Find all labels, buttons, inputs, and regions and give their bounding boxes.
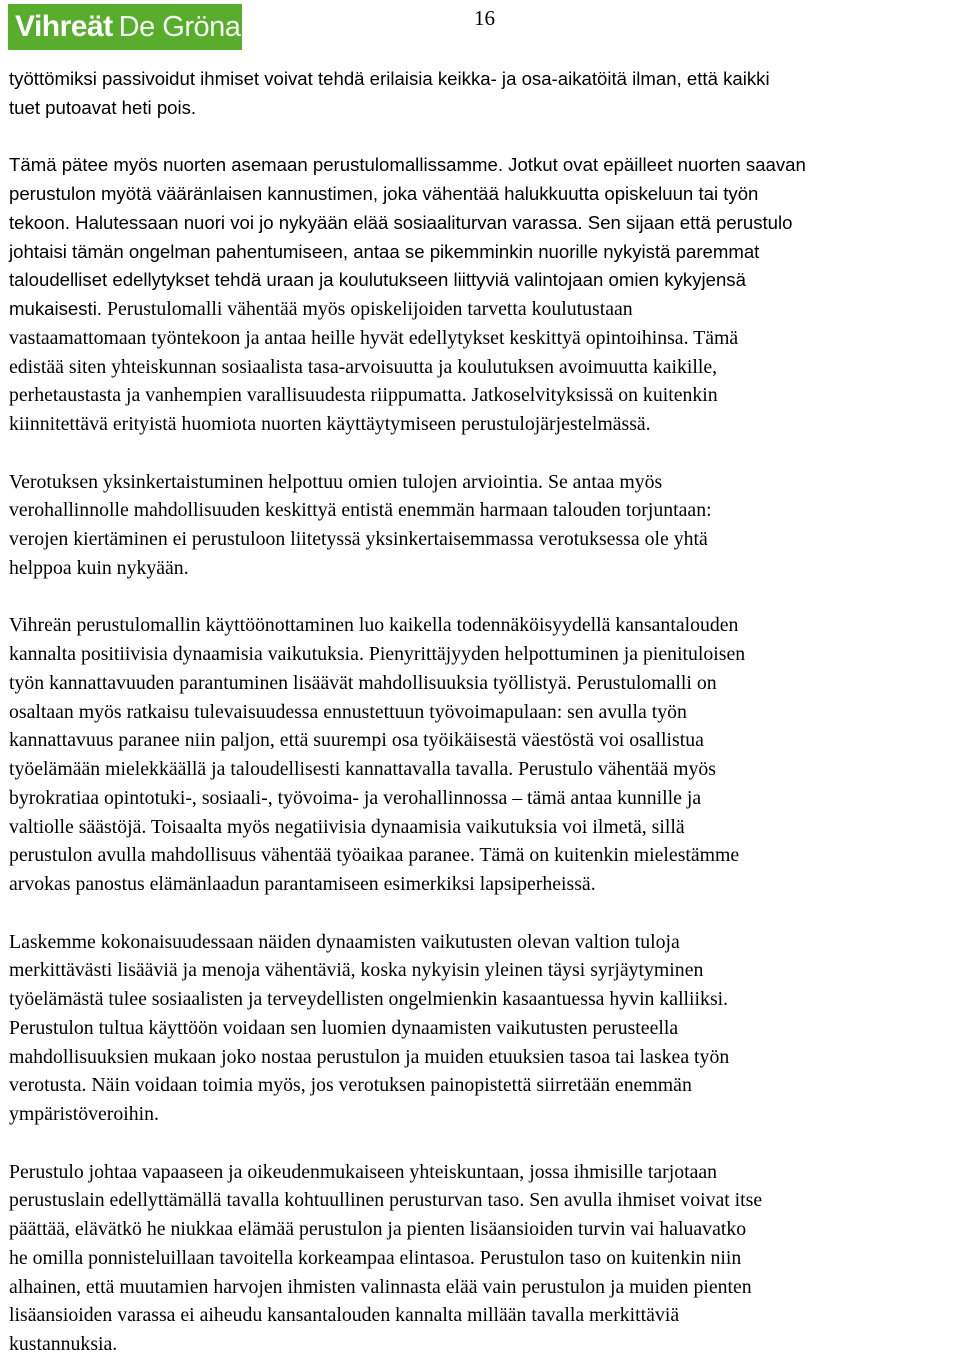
paragraph-gap: [9, 439, 960, 468]
text-segment: Tämä pätee myös nuorten asemaan perustulomallissamme. Jotkut ovat epäilleet nuorten saavan: [9, 154, 806, 176]
text-line: [9, 870, 960, 899]
logo-text-primary: Vihreät: [15, 10, 113, 43]
text-segment: kiinnitettävä erityistä huomiota nuorten käyttäytymiseen perustulojärjestelmässä.: [9, 413, 651, 435]
text-segment: mahdollisuuksien mukaan joko nostaa perustulon ja muiden etuuksien tasoa tai laskea työn: [9, 1045, 730, 1068]
text-line: [9, 956, 960, 985]
text-line: [9, 928, 960, 957]
text-line: [9, 1186, 960, 1215]
text-line: [9, 985, 960, 1014]
text-line: [9, 94, 960, 123]
text-line: [9, 1014, 960, 1043]
paragraph-gap: [9, 583, 960, 612]
text-segment: työn kannattavuuden parantuminen lisäävät mahdollisuuksia työllistyä. Perustulomalli on: [9, 671, 717, 694]
text-segment: Perustulomalli vähentää myös opiskelijoiden tarvetta koulutustaan: [102, 298, 633, 320]
text-line: [9, 640, 960, 669]
logo-text-secondary: De Gröna: [118, 10, 241, 43]
text-line: [9, 1071, 960, 1100]
text-line: [9, 1273, 960, 1302]
text-segment: johtaisi tämän ongelman pahentumiseen, antaa se pikemminkin nuorille nykyistä paremmat: [9, 240, 760, 262]
text-segment: työelämään mielekkäällä ja taloudellisesti kannattavalla tavalla. Perustulo vähentää myös: [9, 758, 716, 780]
text-line: [9, 180, 960, 209]
text-segment: mukaisesti.: [9, 298, 102, 319]
text-segment: byrokratiaa opintotuki-, sosiaali-, työvoima- ja verohallinnossa – tämä antaa kunnille ja: [9, 786, 702, 809]
text-line: [9, 611, 960, 640]
text-segment: osaltaan myös ratkaisu tulevaisuudessa ennustettuun työvoimapulaan: sen avulla työn: [9, 700, 687, 723]
text-line: [9, 554, 960, 583]
text-line: [9, 381, 960, 410]
text-line: [9, 698, 960, 727]
paragraph-gap: [9, 123, 960, 152]
text-segment: kannattavuus paranee niin paljon, että suurempi osa työikäisestä väestöstä voi osallistua: [9, 729, 704, 752]
text-segment: Verotuksen yksinkertaistuminen helpottuu omien tulojen arviointia. Se antaa myös: [9, 470, 663, 493]
text-line: [9, 238, 960, 267]
text-segment: edistää siten yhteiskunnan sosiaalista tasa-arvoisuutta ja koulutuksen avoimuutta kaikille,: [9, 355, 718, 378]
text-segment: Laskemme kokonaisuudessaan näiden dynaamisten vaikutusten olevan valtion tuloja: [9, 930, 680, 953]
text-segment: helppoa kuin nykyään.: [9, 556, 189, 579]
text-segment: merkittävästi lisääviä ja menoja vähentäviä, koska nykyisin yleinen täysi syrjäytyminen: [9, 959, 704, 982]
text-line: [9, 669, 960, 698]
text-segment: taloudelliset edellytykset tehdä uraan ja koulutukseen liittyviä valintojaan omien kykyjensä: [9, 269, 746, 291]
text-line: [9, 755, 960, 784]
text-line: [9, 65, 960, 94]
text-segment: Vihreän perustulomallin käyttöönottaminen luo kaikella todennäköisyydellä kansantalouden: [9, 614, 739, 637]
text-line: [9, 295, 960, 324]
vihreat-logo: [8, 4, 242, 50]
text-segment: Sen sijaan että perustulo: [582, 211, 793, 233]
text-line: [9, 353, 960, 382]
text-segment: kustannuksia.: [9, 1333, 118, 1355]
text-segment: he omilla ponnisteluillaan tavoitella korkeampaa elintasoa. Perustulon taso on kuitenkin niin: [9, 1246, 742, 1269]
text-line: [9, 1215, 960, 1244]
text-segment: valtiolle säästöjä. Toisaalta myös negatiivisia dynaamisia vaikutuksia voi ilmetä, sillä: [9, 815, 685, 838]
text-segment: perustuslain edellyttämällä tavalla kohtuullinen perusturvan taso. Sen avulla ihmiset voivat itse: [9, 1189, 763, 1212]
text-segment: päättää, elävätkö he niukkaa elämää perustulon ja pienten lisäansioiden turvin vai haluavatko: [9, 1218, 747, 1240]
text-line: [9, 1100, 960, 1129]
text-segment: kannalta positiivisia dynaamisia vaikutuksia. Pienyrittäjyyden helpottuminen ja pienituloisen: [9, 643, 746, 665]
text-segment: tekoon. Halutessaan nuori voi jo nykyään elää sosiaaliturvan varassa.: [9, 211, 583, 233]
page-number: 16: [474, 6, 495, 30]
text-segment: Perustulon tultua käyttöön voidaan sen luomien dynaamisten vaikutusten perusteella: [9, 1016, 679, 1039]
text-segment: perhetaustasta ja vanhempien varallisuudesta riippumatta. Jatkoselvityksissä on kuitenkin: [9, 384, 718, 407]
text-segment: perustulon myötä vääränlaisen kannustimen, joka vähentää halukkuutta opiskeluun tai työn: [9, 183, 759, 204]
text-segment: ympäristöveroihin.: [9, 1103, 159, 1125]
text-segment: lisäansioiden varassa ei aiheudu kansantalouden kannalta millään tavalla merkittäviä: [9, 1304, 680, 1327]
text-segment: tuet putoavat heti pois.: [9, 96, 197, 118]
text-segment: Perustulo johtaa vapaaseen ja oikeudenmukaiseen yhteiskuntaan, jossa ihmisille tarjotaan: [9, 1160, 718, 1183]
text-line: [9, 726, 960, 755]
text-line: [9, 324, 960, 353]
text-line: [9, 410, 960, 439]
text-line: [9, 841, 960, 870]
text-line: [9, 209, 960, 238]
text-segment: verotusta. Näin voidaan toimia myös, jos verotuksen painopistettä siirretään enemmän: [9, 1074, 692, 1097]
text-segment: vastaamattomaan työntekoon ja antaa heille hyvät edellytykset keskittyä opintoihinsa. Tämä: [9, 326, 739, 349]
text-line: [9, 266, 960, 295]
text-line: [9, 1043, 960, 1072]
text-line: [9, 813, 960, 842]
text-segment: verohallinnolle mahdollisuuden keskittyä entistä enemmän harmaan talouden torjuntaan:: [9, 499, 712, 522]
paragraph-gap: [9, 1129, 960, 1158]
text-line: [9, 1330, 960, 1359]
text-segment: verojen kiertäminen ei perustuloon liitetyssä yksinkertaisemmassa verotuksessa ole yhtä: [9, 528, 708, 550]
document-body: [9, 65, 960, 1359]
paragraph-gap: [9, 899, 960, 928]
text-segment: työelämästä tulee sosiaalisten ja terveydellisten ongelmienkin kasaantuessa hyvin kalliiksi.: [9, 988, 729, 1010]
text-line: [9, 525, 960, 554]
text-segment: arvokas panostus elämänlaadun parantamiseen esimerkiksi lapsiperheissä.: [9, 873, 596, 895]
text-line: [9, 496, 960, 525]
text-segment: perustulon avulla mahdollisuus vähentää työaikaa paranee. Tämä on kuitenkin mielestämme: [9, 844, 740, 867]
text-segment: alhainen, että muutamien harvojen ihmisten valinnasta elää vain perustulon ja muiden pienten: [9, 1275, 752, 1298]
text-line: [9, 1244, 960, 1273]
text-line: [9, 1301, 960, 1330]
text-line: [9, 151, 960, 180]
text-line: [9, 784, 960, 813]
text-line: [9, 1158, 960, 1187]
text-line: [9, 468, 960, 497]
text-segment: työttömiksi passivoidut ihmiset voivat tehdä erilaisia keikka- ja osa-aikatöitä ilman, että kaikki: [9, 68, 770, 89]
